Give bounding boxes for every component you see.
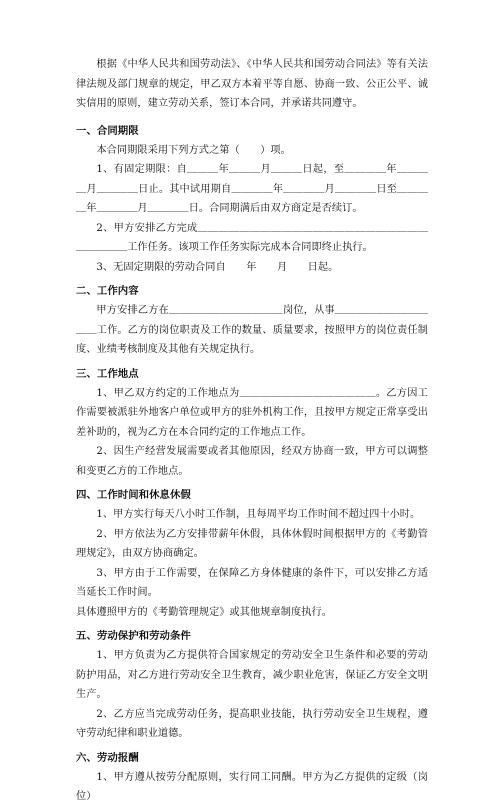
protection-paragraph-2: 2、乙方应当完成劳动任务，提高职业技能，执行劳动安全卫生规程，遵守劳动纪律和职业道德。 <box>76 708 428 739</box>
term-paragraph-0: 本合同期限采用下列方式之第（ ）项。 <box>96 144 291 156</box>
hours-paragraph-3: 3、甲方由于工作需要，在保障乙方身体健康的条件下，可以安排乙方适当延长工作时间。 <box>76 567 428 598</box>
section-heading-pay: 六、劳动报酬 <box>76 751 139 764</box>
hours-paragraph-1: 1、甲方实行每天八小时工作制，且每周平均工作时间不超过四十小时。 <box>96 509 421 520</box>
hours-paragraph-4: 具体遵照甲方的《考勤管理规定》或其他规章制度执行。 <box>76 606 332 618</box>
pay-paragraph-1: 1、甲方遵从按劳分配原则，实行同工同酬。甲方为乙方提供的定级（岗位） <box>76 771 428 802</box>
contract-page <box>76 55 428 807</box>
term-paragraph-2: 2、甲方安排乙方完成＿＿＿＿＿＿＿＿＿＿＿＿＿＿＿＿＿＿＿＿＿＿＿＿＿＿＿工作任务。该项工作任务实际完成本合同即终止执行。 <box>76 222 428 253</box>
section-heading-hours: 四、工作时间和休息休假 <box>76 489 191 501</box>
content-paragraph-1: 甲方安排乙方在＿＿＿＿＿＿＿＿＿＿＿岗位，从事＿＿＿＿＿＿＿＿＿＿＿工作。乙方的岗位职责及工作的数量、质量要求，按照甲方的岗位责任制度、业绩考核制度及其他有关规定执行。 <box>76 305 428 355</box>
term-paragraph-3: 3、无固定期限的劳动合同自 年 月 日起。 <box>96 261 339 273</box>
protection-paragraph-1: 1、甲方负责为乙方提供符合国家规定的劳动安全卫生条件和必要的劳动防护用品，对乙方进行劳动安全卫生教育，减少职业危害，保证乙方安全文明生产。 <box>76 650 428 700</box>
location-paragraph-2: 2、因生产经营发展需要或者其他原因，经双方协商一致，甲方可以调整和变更乙方的工作地点。 <box>76 446 428 477</box>
intro-paragraph: 根据《中华人民共和国劳动法》、《中华人民共和国劳动合同法》等有关法律法规及部门规章的规定，甲乙双方本着平等自愿、协商一致、公正公平、诚实信用的原则，建立劳动关系，签订本合同，并承诺共同遵守。 <box>76 59 428 109</box>
term-paragraph-1: 1、有固定期限：自＿＿＿年＿＿＿月＿＿＿日起，至＿＿＿＿年＿＿＿＿月＿＿＿＿日止。其中试用期自＿＿＿＿年＿＿＿＿月＿＿＿＿日至＿＿＿＿年＿＿＿＿月＿＿＿＿日。合同期满后由双方商定是否续订。 <box>76 164 428 214</box>
section-heading-protection: 五、劳动保护和劳动条件 <box>76 630 191 642</box>
section-heading-content: 二、工作内容 <box>76 285 139 297</box>
hours-paragraph-2: 2、甲方依法为乙方安排带薪年休假，具体休假时间根据甲方的《考勤管理规定》，由双方协商确定。 <box>76 528 428 559</box>
section-heading-term: 一、合同期限 <box>76 124 139 137</box>
location-paragraph-1: 1、甲乙双方约定的工作地点为＿＿＿＿＿＿＿＿＿＿＿＿＿。乙方因工作需要被派驻外地客户单位或甲方的驻外机构工作，且按甲方规定正常享受出差补助的，视为乙方在本合同约定的工作地点工作。 <box>76 387 428 438</box>
section-heading-location: 三、工作地点 <box>76 367 139 380</box>
